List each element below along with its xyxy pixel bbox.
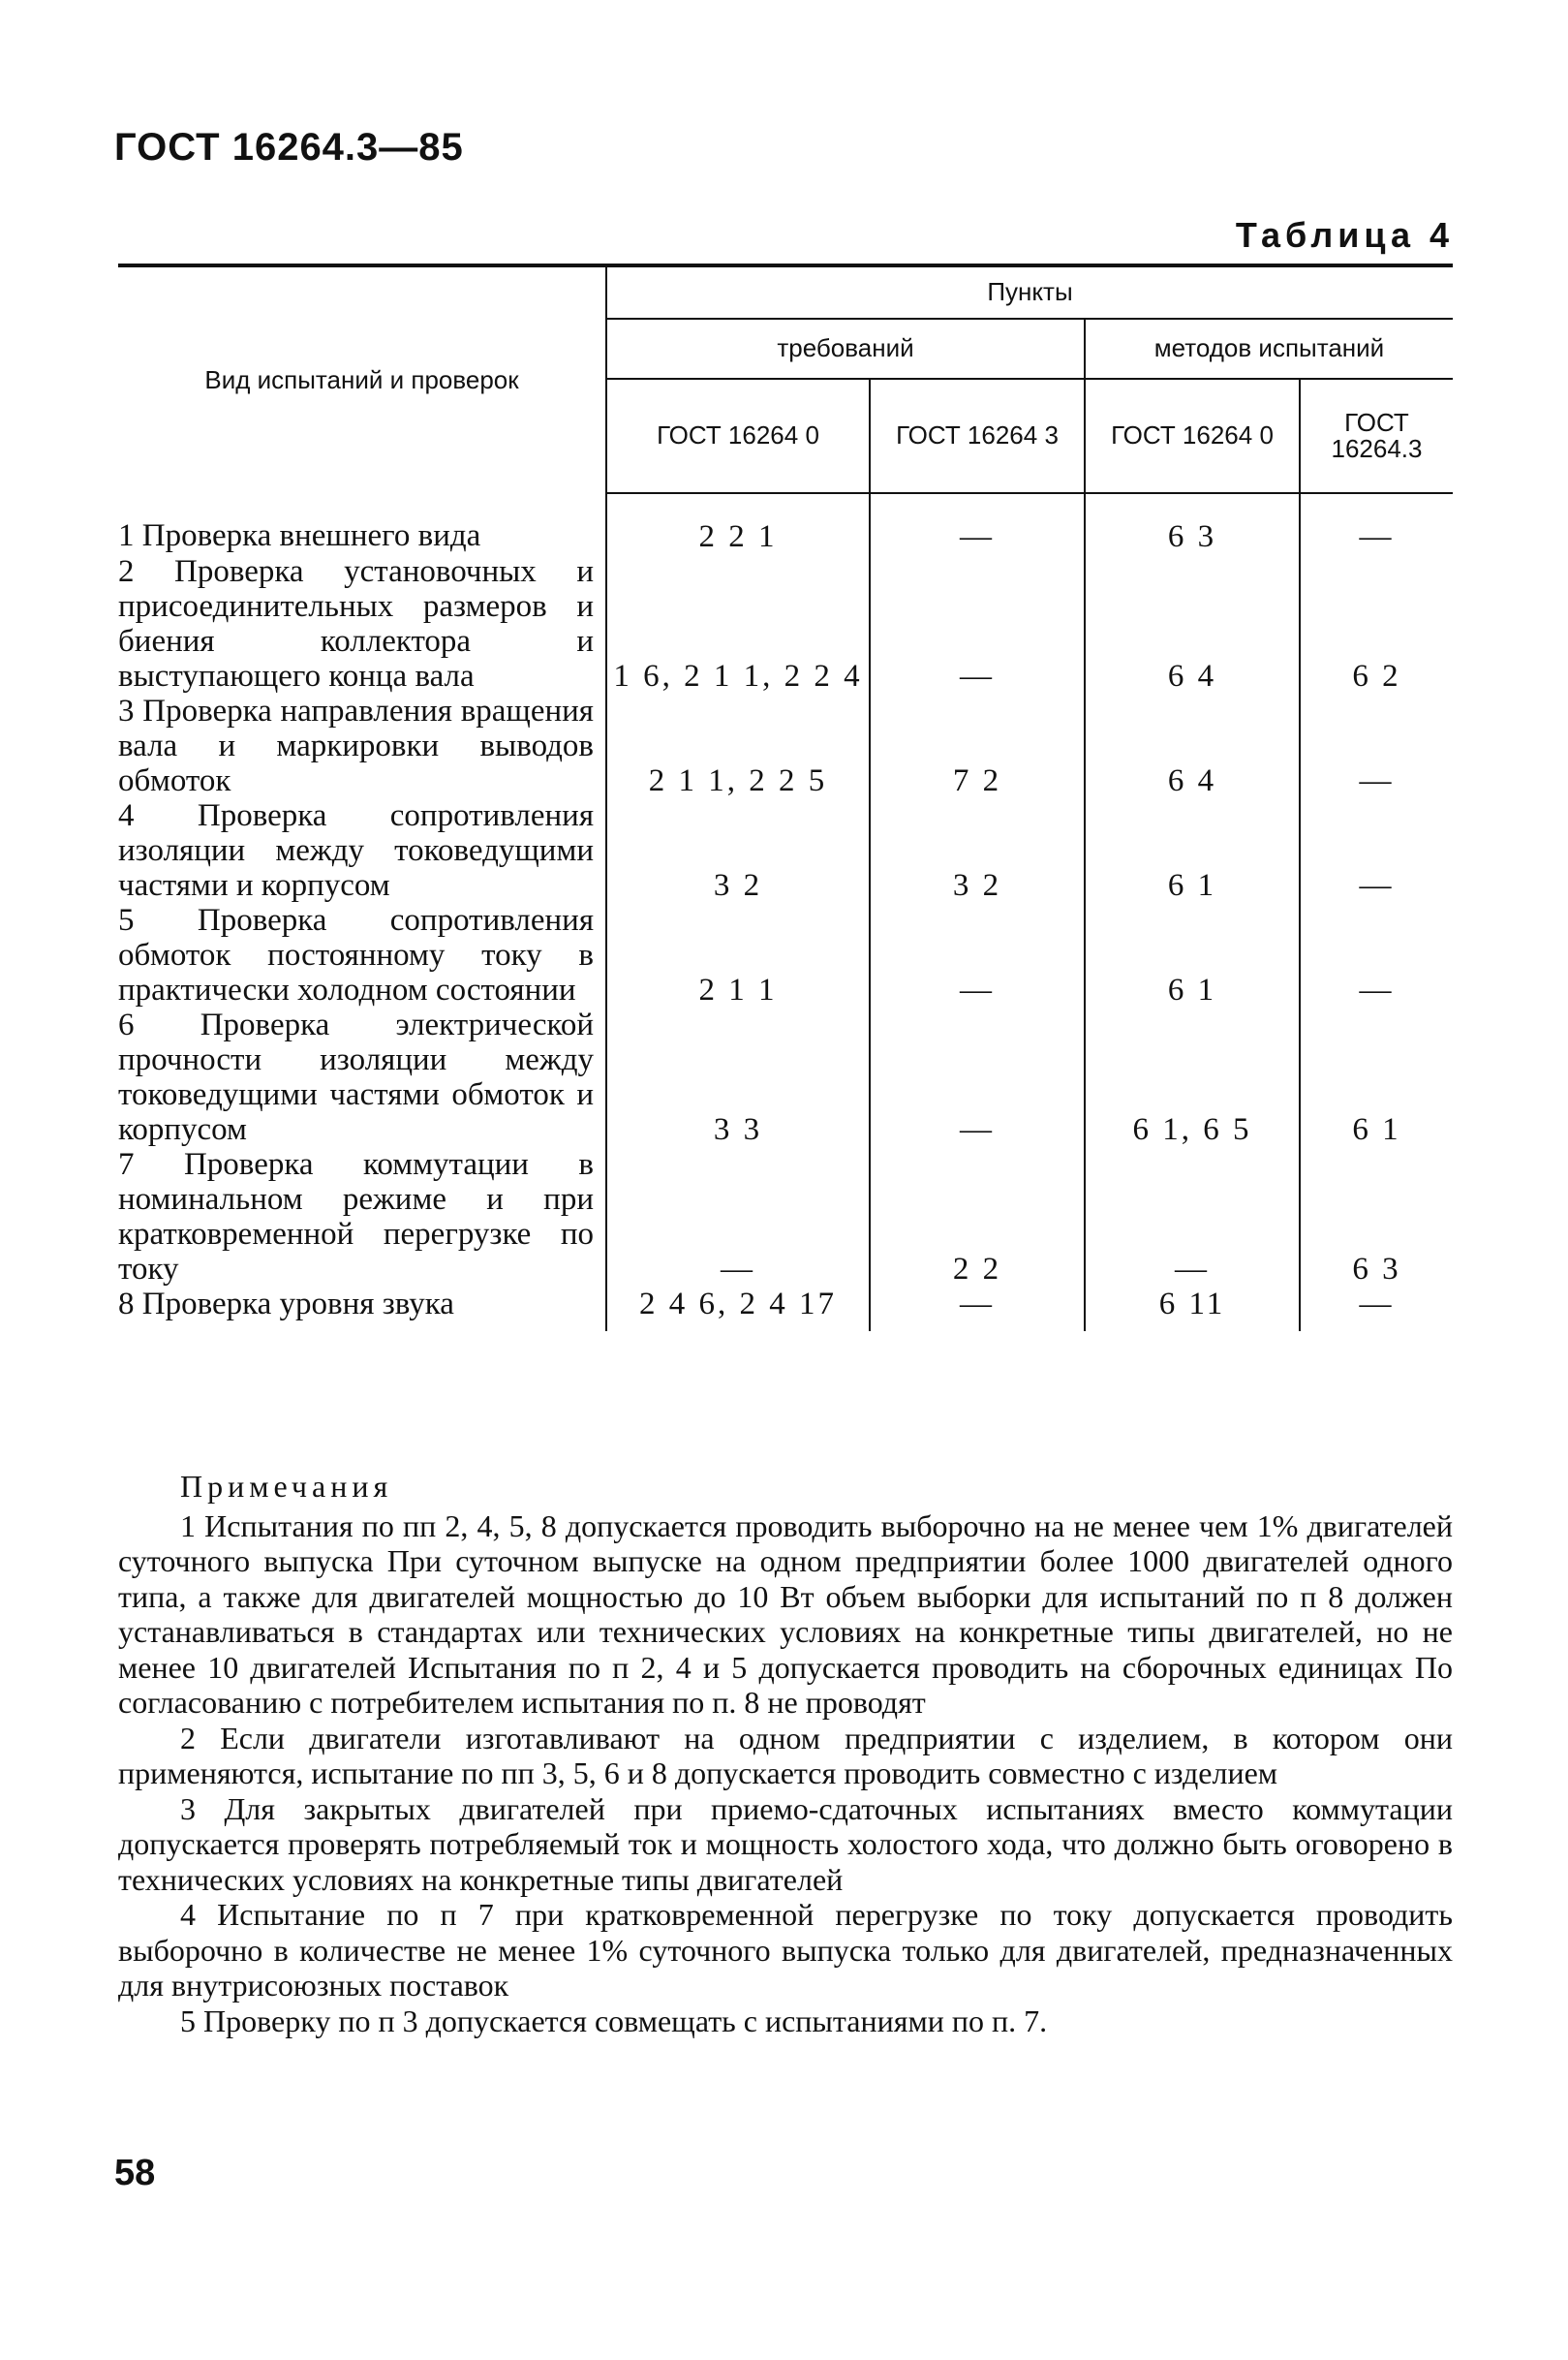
cell-req-gost0: — — [606, 1147, 870, 1287]
table-row — [118, 1147, 1453, 1287]
cell-req-gost0: 1 6, 2 1 1, 2 2 4 — [606, 554, 870, 694]
cell-req-gost3: — — [870, 1287, 1085, 1331]
test-name: 7 Проверка коммутации в номинальном режиме и при кратковременной перегрузке по току — [118, 1147, 594, 1287]
note-item: 5 Проверку по п 3 допускается совмещать с испытаниями по п. 7. — [180, 2003, 1048, 2038]
cell-met-gost3: — — [1300, 798, 1453, 903]
cell-met-gost3: 6 1 — [1300, 1008, 1453, 1147]
table-caption: Таблица 4 — [1235, 215, 1454, 255]
test-name: 5 Проверка сопротивления обмоток постоянному току в практически холодном состоянии — [118, 903, 594, 1008]
cell-met-gost0: 6 4 — [1085, 694, 1300, 798]
note-item: 1 Испытания по пп 2, 4, 5, 8 допускается проводить выборочно на не менее чем 1% двигателей суточного выпуска При суточном выпуске на одном предприятии более 1000 двигателей одного типа, а также для двигателей мощностью до 10 Вт объем выборки для испытаний по п 8 должен устанавливаться в стандартах или технических условиях на конкретные типы двигателей, но не менее 10 двигателей Испытания по п 2, 4 и 5 допускается проводить на сборочных единицах По согласованию с потребителем испытания по п. 8 не проводят — [118, 1507, 1453, 1720]
cell-met-gost0: 6 1, 6 5 — [1085, 1008, 1300, 1147]
cell-met-gost3: 6 3 — [1300, 1147, 1453, 1287]
table-row — [118, 554, 1453, 694]
col-header-gost-met-3: ГОСТ 16264.3 — [1300, 379, 1453, 493]
document-code-header: ГОСТ 16264.3—85 — [114, 126, 464, 169]
table-row — [118, 1008, 1453, 1147]
col-header-requirements: требований — [606, 319, 1085, 379]
test-name: 4 Проверка сопротивления изоляции между токоведущими частями и корпусом — [118, 798, 594, 903]
test-name: 3 Проверка направления вращения вала и маркировки выводов обмоток — [118, 694, 594, 798]
cell-req-gost3: 7 2 — [870, 694, 1085, 798]
table-row — [118, 798, 1453, 903]
cell-req-gost0: 3 3 — [606, 1008, 870, 1147]
cell-met-gost0: 6 1 — [1085, 798, 1300, 903]
cell-req-gost3: — — [870, 1008, 1085, 1147]
col-header-methods: методов испытаний — [1085, 319, 1453, 379]
cell-req-gost0: 2 1 1 — [606, 903, 870, 1008]
table-row — [118, 903, 1453, 1008]
table-row — [118, 1287, 1453, 1331]
col-header-gost-met-0: ГОСТ 16264 0 — [1085, 379, 1300, 493]
test-name: 6 Проверка электрической прочности изоляции между токоведущими частями обмоток и корпусом — [118, 1008, 594, 1147]
col-header-points: Пункты — [606, 265, 1453, 319]
note-item: 4 Испытание по п 7 при кратковременной перегрузке по току допускается проводить выборочно в количестве не менее 1% суточного выпуска только для двигателей, предназначенных для внутрисоюзных поставок — [118, 1897, 1453, 2003]
cell-met-gost3: 6 2 — [1300, 554, 1453, 694]
notes-title: Примечания — [180, 1469, 393, 1504]
cell-met-gost0: 6 4 — [1085, 554, 1300, 694]
cell-met-gost0: 6 3 — [1085, 493, 1300, 554]
cell-req-gost0: 3 2 — [606, 798, 870, 903]
page-number: 58 — [114, 2153, 156, 2193]
table-row — [118, 694, 1453, 798]
test-name: 1 Проверка внешнего вида — [118, 518, 481, 553]
cell-req-gost0: 2 1 1, 2 2 5 — [606, 694, 870, 798]
cell-met-gost0: — — [1085, 1147, 1300, 1287]
col-header-gost-req-3: ГОСТ 16264 3 — [870, 379, 1085, 493]
cell-met-gost3: — — [1300, 903, 1453, 1008]
notes-section — [118, 1469, 1453, 2038]
cell-req-gost3: — — [870, 493, 1085, 554]
cell-req-gost3: — — [870, 554, 1085, 694]
table-row — [118, 493, 1453, 554]
cell-req-gost0: 2 4 6, 2 4 17 — [606, 1287, 870, 1331]
cell-req-gost3: 3 2 — [870, 798, 1085, 903]
note-item: 3 Для закрытых двигателей при приемо-сдаточных испытаниях вместо коммутации допускается проверять потребляемый ток и мощность холостого хода, что должно быть оговорено в технических условиях на конкретные типы двигателей — [118, 1790, 1453, 1897]
test-name: 2 Проверка установочных и присоединительных размеров и биения коллектора и выступающего конца вала — [118, 554, 594, 694]
cell-met-gost3: — — [1300, 694, 1453, 798]
col-header-test-type: Вид испытаний и проверок — [118, 265, 606, 493]
cell-met-gost0: 6 1 — [1085, 903, 1300, 1008]
col-header-gost-req-0: ГОСТ 16264 0 — [606, 379, 870, 493]
tests-table — [118, 264, 1453, 1331]
test-name: 8 Проверка уровня звука — [118, 1287, 454, 1321]
note-item: 2 Если двигатели изготавливают на одном предприятии с изделием, в котором они применяются, испытание по пп 3, 5, 6 и 8 допускается проводить совместно с изделием — [118, 1720, 1453, 1790]
cell-met-gost3: — — [1300, 1287, 1453, 1331]
cell-req-gost3: 2 2 — [870, 1147, 1085, 1287]
cell-met-gost0: 6 11 — [1085, 1287, 1300, 1331]
cell-met-gost3: — — [1300, 493, 1453, 554]
cell-req-gost0: 2 2 1 — [606, 493, 870, 554]
cell-req-gost3: — — [870, 903, 1085, 1008]
